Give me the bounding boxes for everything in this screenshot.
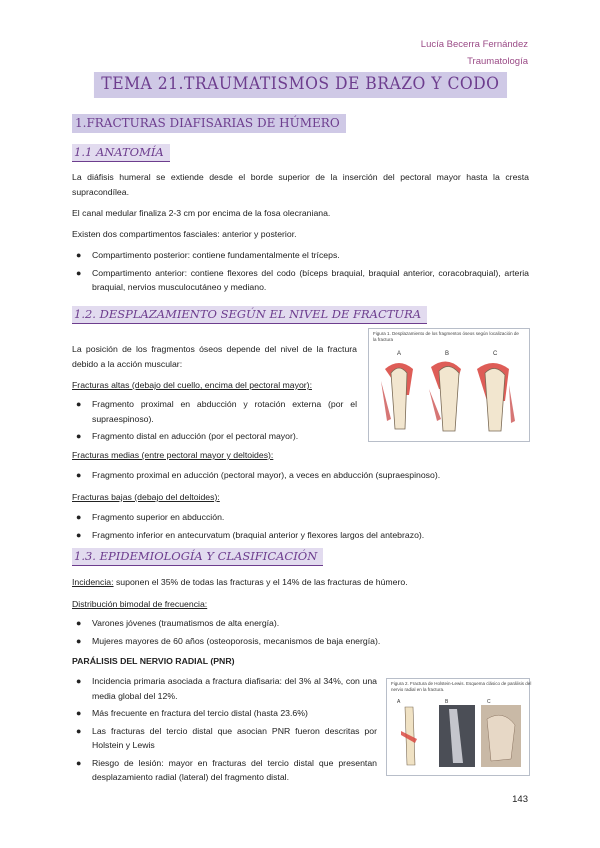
list-item: ● Fragmento inferior en antecurvatum (braquial anterior y flexores largos del antebrazo).	[76, 529, 425, 540]
subheading-desplazamiento: 1.2. DESPLAZAMIENTO SEGÚN EL NIVEL DE FRACTURA	[72, 306, 427, 324]
figure-label-c: C	[493, 351, 498, 357]
figure-label-b: B	[445, 351, 450, 357]
paragraph-diafisis: La diáfisis humeral se extiende desde el borde superior de la inserción del pectoral mayor hasta la cresta supracondílea.	[72, 172, 529, 197]
radiograph-panels	[387, 679, 529, 775]
figure-label-b: B	[445, 699, 449, 705]
mid-fracture-list	[72, 468, 529, 486]
high-fracture-list	[72, 397, 357, 447]
figure-holstein-lewis	[386, 678, 530, 776]
author-name: Lucía Becerra Fernández	[420, 39, 528, 50]
list-item: ● Compartimento posterior: contiene fundamentalmente el tríceps.	[76, 250, 340, 260]
humerus-drawing-b	[429, 361, 461, 431]
paragraph-canal-medular: El canal medular finaliza 2-3 cm por encima de la fosa olecraniana.	[72, 208, 331, 218]
list-item: ● Mujeres mayores de 60 años (osteoporosis, mecanismos de baja energía).	[76, 635, 381, 646]
figure-caption: Figura 2. Fractura de Holstein-Lewis. Esquema clásico de parálisis del nervio radial en la fractura.	[391, 681, 532, 692]
figure-label-a: A	[397, 699, 401, 705]
incidence-text: suponen el 35% de todas las fracturas y el 14% de las fracturas de húmero.	[113, 577, 408, 587]
bimodal-list	[72, 616, 529, 651]
page-title: TEMA 21.TRAUMATISMOS DE BRAZO Y CODO	[94, 72, 507, 98]
list-item: ● Varones jóvenes (traumatismos de alta energía).	[76, 618, 280, 628]
header-author-block	[421, 36, 528, 70]
figure-label-c: C	[487, 699, 491, 705]
paragraph-posicion-fragmentos: La posición de los fragmentos óseos depende del nivel de la fractura debido a la acción muscular:	[72, 344, 357, 369]
bone-sketch-panel	[401, 707, 417, 765]
humerus-illustration	[369, 329, 529, 441]
low-fracture-list	[72, 510, 529, 545]
figure-label-a: A	[397, 351, 402, 357]
pnr-bullet-list	[72, 674, 377, 788]
list-item: ● Fragmento superior en abducción.	[76, 512, 225, 522]
humerus-drawing-c	[477, 363, 515, 431]
figure-displacement	[368, 328, 530, 442]
list-item: ● Fragmento proximal en abducción y rotación externa (por el supraespinoso).	[76, 399, 357, 424]
list-item: ● Fragmento distal en aducción (por el pectoral mayor).	[76, 431, 299, 441]
list-item: ● Compartimento anterior: contiene flexores del codo (bíceps braquial, braquial anterior, coracobraquial), arteria braquial, nervios musculocutáneo y mediano.	[76, 267, 529, 292]
figure-caption: Figura 1. Desplazamiento de los fragmentos óseos según localización de la fractura	[373, 331, 519, 342]
list-item: ● Más frecuente en fractura del tercio distal (hasta 23.6%)	[76, 708, 308, 718]
subheading-anatomia: 1.1 ANATOMÍA	[72, 144, 170, 162]
list-item: ● Las fracturas del tercio distal que asocian PNR fueron descritas por Holstein y Lewis	[76, 725, 377, 750]
section-heading-fracturas: 1.FRACTURAS DIAFISARIAS DE HÚMERO	[72, 114, 346, 133]
list-item: ● Fragmento proximal en aducción (pectoral mayor), a veces en abducción (supraespinoso).	[76, 470, 441, 480]
subheading-epidemiologia: 1.3. EPIDEMIOLOGÍA Y CLASIFICACIÓN	[72, 548, 323, 566]
page-number: 143	[512, 794, 528, 805]
pnr-heading: PARÁLISIS DEL NERVIO RADIAL (PNR)	[72, 656, 235, 666]
list-item: ● Incidencia primaria asociada a fractura diafisaria: del 3% al 34%, con una media global del 12%.	[76, 676, 377, 701]
anatomy-bullet-list	[72, 248, 529, 298]
paragraph-incidencia	[72, 575, 529, 590]
label-fracturas-medias: Fracturas medias (entre pectoral mayor y deltoides):	[72, 450, 274, 460]
paragraph-compartimentos: Existen dos compartimentos fasciales: anterior y posterior.	[72, 229, 297, 239]
incidence-label: Incidencia:	[72, 577, 114, 587]
humerus-drawing-a	[381, 363, 413, 429]
label-fracturas-bajas: Fracturas bajas (debajo del deltoides):	[72, 492, 220, 502]
list-item: ● Riesgo de lesión: mayor en fracturas del tercio distal que presentan desplazamiento radial (lateral) del fragmento distal.	[76, 757, 377, 782]
label-fracturas-altas: Fracturas altas (debajo del cuello, encima del pectoral mayor):	[72, 380, 312, 390]
title-wrapper	[0, 72, 600, 98]
label-distribucion-bimodal: Distribución bimodal de frecuencia:	[72, 599, 208, 609]
subject-name: Traumatología	[467, 56, 528, 67]
